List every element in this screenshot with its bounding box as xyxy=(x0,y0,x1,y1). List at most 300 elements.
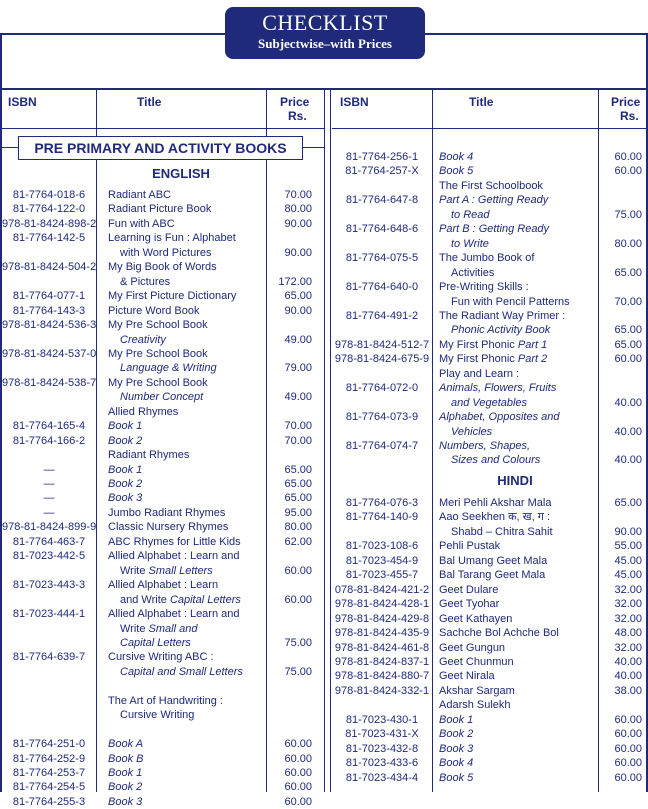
book-row xyxy=(2,304,322,318)
book-row xyxy=(334,193,644,207)
book-title: Part B : Getting Ready xyxy=(439,223,550,236)
book-row xyxy=(334,684,644,698)
book-price: 79.00 xyxy=(284,362,312,375)
book-row xyxy=(334,208,644,222)
book-row xyxy=(2,506,322,520)
book-row xyxy=(2,549,322,563)
book-title: Book 5 xyxy=(439,165,474,178)
book-row xyxy=(334,150,644,164)
book-price: 40.00 xyxy=(614,655,642,668)
right-column-header xyxy=(332,88,648,129)
book-isbn: 81-7023-433-6 xyxy=(345,757,419,770)
book-price: 60.00 xyxy=(614,771,642,784)
book-title: and Write Capital Letters xyxy=(120,593,241,606)
book-title: Cursive Writing ABC : xyxy=(108,651,214,664)
book-title: Animals, Flowers, Fruits xyxy=(439,382,557,395)
isbn-header: ISBN xyxy=(8,95,37,109)
book-row xyxy=(334,525,644,539)
book-title: My Big Book of Words xyxy=(108,261,217,274)
book-isbn: 81-7764-076-3 xyxy=(345,497,419,509)
book-isbn: 978-81-8424-899-9 xyxy=(2,521,97,534)
book-row xyxy=(334,309,644,323)
book-isbn: 978-81-8424-538-7 xyxy=(2,376,97,389)
book-row xyxy=(334,655,644,669)
book-title: Play and Learn : xyxy=(439,367,520,380)
book-row xyxy=(334,280,644,294)
book-row xyxy=(2,679,322,693)
book-price: 60.00 xyxy=(614,353,642,366)
book-title: Pehli Pustak xyxy=(439,540,501,553)
book-title: Book 1 xyxy=(108,463,143,476)
book-title: Geet Dulare xyxy=(439,583,499,596)
book-price: 65.00 xyxy=(614,266,642,279)
book-title: The Art of Handwriting : xyxy=(108,694,223,707)
book-price: 65.00 xyxy=(284,290,312,303)
book-title: Book 1 xyxy=(108,420,143,433)
book-title: Cursive Writing xyxy=(120,709,195,722)
book-isbn: 978-81-8424-675-9 xyxy=(334,353,430,366)
book-row xyxy=(334,727,644,741)
book-isbn: — xyxy=(43,506,55,519)
book-title: Picture Word Book xyxy=(108,304,200,317)
book-isbn: 81-7764-255-3 xyxy=(12,795,86,808)
book-price: 60.00 xyxy=(614,742,642,755)
checklist-header xyxy=(225,7,425,59)
book-title: Fun with Pencil Patterns xyxy=(451,295,570,308)
book-title: Geet Gungun xyxy=(439,641,506,654)
book-title: Radiant Rhymes xyxy=(108,449,190,462)
book-title: Geet Tyohar xyxy=(439,598,500,611)
book-row xyxy=(334,338,644,352)
book-row xyxy=(2,694,322,708)
book-row xyxy=(2,390,322,404)
hindi-heading: HINDI xyxy=(497,473,533,488)
book-price: 60.00 xyxy=(284,738,312,751)
book-row xyxy=(334,251,644,265)
book-price: 40.00 xyxy=(614,425,642,438)
book-row xyxy=(334,756,644,770)
book-row xyxy=(334,641,644,655)
book-title: My Pre School Book xyxy=(108,319,208,332)
book-price: 45.00 xyxy=(614,554,642,567)
book-row xyxy=(2,202,322,216)
book-row xyxy=(2,795,322,809)
book-isbn: 81-7764-143-3 xyxy=(12,304,86,317)
book-row xyxy=(2,564,322,578)
book-title: Meri Pehli Akshar Mala xyxy=(439,497,552,509)
title-header-right: Title xyxy=(469,95,494,109)
book-price: 60.00 xyxy=(284,795,312,808)
book-row xyxy=(334,612,644,626)
book-price: 32.00 xyxy=(614,612,642,625)
book-row xyxy=(2,434,322,448)
book-price: 32.00 xyxy=(614,583,642,596)
book-row xyxy=(2,188,322,202)
book-row xyxy=(2,275,322,289)
book-isbn: 81-7023-454-9 xyxy=(345,554,419,567)
book-price: 40.00 xyxy=(614,454,642,467)
book-row xyxy=(334,367,644,381)
book-price: 75.00 xyxy=(614,208,642,221)
book-title: Number Concept xyxy=(120,391,204,404)
book-title: Phonic Activity Book xyxy=(451,324,551,337)
book-price: 60.00 xyxy=(614,757,642,770)
center-divider-a xyxy=(324,88,325,792)
book-price: 60.00 xyxy=(614,713,642,726)
book-price: 60.00 xyxy=(284,781,312,794)
book-isbn: 81-7023-444-1 xyxy=(12,608,86,621)
book-price: 32.00 xyxy=(614,641,642,654)
book-isbn: — xyxy=(43,478,55,490)
book-row xyxy=(334,266,644,280)
book-isbn: 978-81-8424-880-7 xyxy=(334,670,430,683)
book-row xyxy=(334,352,644,366)
book-title: Capital Letters xyxy=(120,636,191,649)
book-row xyxy=(334,568,644,582)
book-row xyxy=(334,597,644,611)
book-title: Radiant Picture Book xyxy=(108,203,212,216)
book-row xyxy=(2,318,322,332)
book-title: My First Picture Dictionary xyxy=(108,290,237,303)
book-price: 60.00 xyxy=(614,728,642,741)
book-row xyxy=(2,491,322,505)
book-isbn: 81-7764-253-7 xyxy=(12,767,86,779)
book-isbn: 978-81-8424-512-7 xyxy=(334,338,430,351)
book-isbn: 81-7764-074-7 xyxy=(345,440,419,452)
book-isbn: 81-7764-257-X xyxy=(345,165,419,178)
section-title-box: PRE PRIMARY AND ACTIVITY BOOKS xyxy=(18,136,303,160)
book-price: 40.00 xyxy=(614,670,642,683)
book-row xyxy=(2,419,322,433)
book-row xyxy=(2,780,322,794)
book-price: 90.00 xyxy=(284,304,312,317)
book-isbn: 978-81-8424-536-3 xyxy=(2,319,97,332)
book-row xyxy=(334,713,644,727)
book-row xyxy=(2,333,322,347)
book-isbn: 078-81-8424-421-2 xyxy=(334,583,430,596)
book-isbn: 81-7764-077-1 xyxy=(12,290,86,303)
book-title: Activities xyxy=(451,266,495,279)
book-title: Aao Seekhen क, ख, ग : xyxy=(439,511,551,524)
title-header: Title xyxy=(137,95,162,109)
book-isbn: 978-81-8424-332-1 xyxy=(334,684,430,697)
book-row xyxy=(334,539,644,553)
book-price: 65.00 xyxy=(284,463,312,476)
book-title: Bal Umang Geet Mala xyxy=(439,554,548,567)
book-title: Akshar Sargam xyxy=(439,684,515,697)
book-price: 60.00 xyxy=(284,593,312,606)
book-row xyxy=(2,665,322,679)
book-row xyxy=(334,237,644,251)
book-price: 40.00 xyxy=(614,396,642,409)
book-isbn: 978-81-8424-428-1 xyxy=(334,598,430,611)
book-title: The First Schoolbook xyxy=(439,179,543,192)
checklist-subtitle: Subjectwise–with Prices xyxy=(258,36,392,51)
book-title: Book B xyxy=(108,752,144,765)
book-title: Bal Tarang Geet Mala xyxy=(439,569,546,582)
book-title: Book 2 xyxy=(108,781,143,794)
book-isbn: 978-81-8424-537-0 xyxy=(2,347,97,360)
book-row xyxy=(334,583,644,597)
book-row xyxy=(2,217,322,231)
center-divider-b xyxy=(330,88,331,792)
book-price: 49.00 xyxy=(284,333,312,346)
book-isbn: 978-81-8424-461-8 xyxy=(334,641,430,654)
book-title: Write Small Letters xyxy=(120,564,213,577)
book-title: Book 5 xyxy=(439,771,474,784)
book-row xyxy=(2,723,322,737)
book-row xyxy=(2,376,322,390)
book-isbn: 81-7023-108-6 xyxy=(345,540,419,553)
book-isbn: 81-7764-491-2 xyxy=(345,309,419,322)
book-title: ABC Rhymes for Little Kids xyxy=(108,535,241,548)
book-price: 62.00 xyxy=(284,535,312,548)
book-isbn: 81-7764-463-7 xyxy=(12,535,86,548)
book-price: 65.00 xyxy=(614,324,642,337)
book-isbn: 81-7764-018-6 xyxy=(12,189,86,201)
book-price: 80.00 xyxy=(284,203,312,216)
book-row xyxy=(2,535,322,549)
book-row xyxy=(2,520,322,534)
book-title: Sachche Bol Achche Bol xyxy=(439,627,559,640)
book-row xyxy=(334,410,644,424)
book-isbn: 81-7023-430-1 xyxy=(345,713,419,726)
book-title: Alphabet, Opposites and xyxy=(439,411,560,424)
book-price: 70.00 xyxy=(284,420,312,433)
book-title: Learning is Fun : Alphabet xyxy=(108,232,236,245)
book-row xyxy=(334,626,644,640)
book-title: to Read xyxy=(451,208,490,221)
book-row xyxy=(2,477,322,491)
book-row xyxy=(2,578,322,592)
book-title: with Word Pictures xyxy=(120,246,212,259)
book-isbn: 81-7764-166-2 xyxy=(12,434,86,447)
book-price: 65.00 xyxy=(284,492,312,505)
book-title: Allied Alphabet : Learn and xyxy=(108,608,240,621)
book-row xyxy=(2,405,322,419)
book-price: 80.00 xyxy=(614,237,642,250)
book-title: Allied Alphabet : Learn xyxy=(108,579,219,592)
book-price: 49.00 xyxy=(284,391,312,404)
book-price: 65.00 xyxy=(284,478,312,490)
book-isbn: 81-7764-165-4 xyxy=(12,420,86,433)
book-title: to Write xyxy=(451,237,489,250)
book-title: Sizes and Colours xyxy=(451,454,541,467)
book-isbn: 978-81-8424-435-9 xyxy=(334,627,430,640)
book-row xyxy=(334,554,644,568)
book-title: Classic Nursery Rhymes xyxy=(108,521,229,534)
book-price: 65.00 xyxy=(614,338,642,351)
book-row xyxy=(2,622,322,636)
book-title: My First Phonic Part 2 xyxy=(439,353,548,366)
book-price: 172.00 xyxy=(278,275,312,288)
book-row xyxy=(2,752,322,766)
book-price: 38.00 xyxy=(614,684,642,697)
book-row xyxy=(334,222,644,236)
book-isbn: 81-7023-434-4 xyxy=(345,771,419,784)
book-title: Geet Chunmun xyxy=(439,655,514,668)
book-title: My Pre School Book xyxy=(108,376,208,389)
book-isbn: 81-7764-254-5 xyxy=(12,781,86,794)
book-price: 75.00 xyxy=(284,636,312,649)
book-row xyxy=(2,766,322,780)
book-price: 80.00 xyxy=(284,521,312,534)
book-isbn: 81-7764-142-5 xyxy=(12,232,86,245)
book-price: 60.00 xyxy=(284,767,312,779)
book-row xyxy=(334,164,644,178)
book-isbn: 81-7764-648-6 xyxy=(345,223,419,236)
book-price: 70.00 xyxy=(284,434,312,447)
book-title: Creativity xyxy=(120,333,166,346)
book-isbn: 81-7764-639-7 xyxy=(12,651,86,664)
book-row xyxy=(334,510,644,524)
book-title: Language & Writing xyxy=(120,362,217,375)
book-isbn: 81-7023-442-5 xyxy=(12,550,86,563)
book-title: The Radiant Way Primer : xyxy=(439,309,566,322)
book-isbn: 81-7764-075-5 xyxy=(345,252,419,265)
book-isbn: 81-7764-073-9 xyxy=(345,411,419,424)
book-title: Book A xyxy=(108,738,144,751)
book-price: 48.00 xyxy=(614,627,642,640)
book-row xyxy=(2,260,322,274)
book-row xyxy=(2,448,322,462)
book-title: Shabd – Chitra Sahit xyxy=(451,525,553,538)
book-title: Book 2 xyxy=(439,728,474,741)
book-row xyxy=(2,607,322,621)
book-price: 32.00 xyxy=(614,598,642,611)
book-isbn: — xyxy=(43,463,55,476)
book-isbn: 81-7764-252-9 xyxy=(12,752,86,765)
book-title: Adarsh Sulekh xyxy=(439,699,511,712)
book-row xyxy=(334,179,644,193)
book-price: 65.00 xyxy=(614,497,642,509)
price-unit-header: Rs. xyxy=(288,109,307,123)
book-title: Geet Kathayen xyxy=(439,612,513,625)
book-row xyxy=(334,439,644,453)
book-row xyxy=(334,295,644,309)
book-isbn: 978-81-8424-504-2 xyxy=(2,261,97,274)
book-isbn: 81-7764-140-9 xyxy=(345,511,419,524)
book-isbn: 978-81-8424-837-1 xyxy=(334,655,430,668)
book-title: Book 4 xyxy=(439,151,474,163)
book-row xyxy=(2,737,322,751)
left-column-header xyxy=(0,88,324,129)
book-row xyxy=(334,742,644,756)
book-title: Book 1 xyxy=(108,767,143,779)
book-row xyxy=(2,361,322,375)
book-title: Part A : Getting Ready xyxy=(439,194,549,207)
book-title: Pre-Writing Skills : xyxy=(439,281,529,294)
book-title: My Pre School Book xyxy=(108,347,208,360)
book-price: 95.00 xyxy=(284,506,312,519)
book-title: Geet Nirala xyxy=(439,670,495,683)
book-price: 55.00 xyxy=(614,540,642,553)
book-row xyxy=(2,650,322,664)
book-title: Jumbo Radiant Rhymes xyxy=(108,506,226,519)
book-isbn: 81-7764-647-8 xyxy=(345,194,419,207)
book-row xyxy=(2,246,322,260)
book-title: Allied Alphabet : Learn and xyxy=(108,550,240,563)
book-row xyxy=(334,323,644,337)
book-title: Book 3 xyxy=(439,742,474,755)
book-isbn: — xyxy=(43,492,55,505)
book-title: Book 3 xyxy=(108,795,143,808)
book-price: 90.00 xyxy=(614,525,642,538)
book-title: Fun with ABC xyxy=(108,217,175,230)
book-title: & Pictures xyxy=(120,275,171,288)
book-price: 45.00 xyxy=(614,569,642,582)
book-title: Numbers, Shapes, xyxy=(439,440,531,452)
book-title: My First Phonic Part 1 xyxy=(439,338,548,351)
english-heading: ENGLISH xyxy=(152,166,210,181)
book-price: 60.00 xyxy=(614,151,642,163)
book-row xyxy=(2,636,322,650)
book-title: The Jumbo Book of xyxy=(439,252,535,265)
book-title: Radiant ABC xyxy=(108,189,171,201)
book-price: 70.00 xyxy=(614,295,642,308)
book-price: 75.00 xyxy=(284,665,312,678)
isbn-header-right: ISBN xyxy=(340,95,369,109)
book-row xyxy=(2,708,322,722)
book-title: Write Small and xyxy=(120,622,198,635)
book-row xyxy=(2,593,322,607)
book-row xyxy=(2,289,322,303)
book-price: 90.00 xyxy=(284,246,312,259)
book-row xyxy=(334,381,644,395)
book-isbn: 81-7764-640-0 xyxy=(345,281,419,294)
checklist-title: CHECKLIST xyxy=(262,10,388,35)
book-title: and Vegetables xyxy=(451,396,528,409)
price-header: Price xyxy=(280,95,310,109)
book-title: Book 1 xyxy=(439,713,474,726)
book-price: 60.00 xyxy=(284,752,312,765)
book-row xyxy=(334,496,644,510)
book-title: Book 2 xyxy=(108,478,143,490)
book-isbn: 81-7023-455-7 xyxy=(345,569,419,582)
book-title: Book 3 xyxy=(108,492,143,505)
book-row xyxy=(2,463,322,477)
book-title: Book 4 xyxy=(439,757,474,770)
book-row xyxy=(334,453,644,467)
book-row xyxy=(334,669,644,683)
book-isbn: 978-81-8424-898-2 xyxy=(2,217,97,230)
book-title: Capital and Small Letters xyxy=(120,665,243,678)
book-title: Allied Rhymes xyxy=(108,405,179,418)
book-title: Book 2 xyxy=(108,434,143,447)
book-isbn: 978-81-8424-429-8 xyxy=(334,612,430,625)
book-price: 60.00 xyxy=(284,564,312,577)
price-header-right: Price xyxy=(611,95,641,109)
book-row xyxy=(334,771,644,785)
book-isbn: 81-7764-072-0 xyxy=(345,382,419,395)
book-isbn: 81-7023-431-X xyxy=(345,728,419,741)
book-row xyxy=(2,231,322,245)
book-isbn: 81-7023-443-3 xyxy=(12,579,86,592)
book-isbn: 81-7764-256-1 xyxy=(345,151,419,163)
book-price: 60.00 xyxy=(614,165,642,178)
book-title: Vehicles xyxy=(451,425,493,438)
book-price: 90.00 xyxy=(284,217,312,230)
book-isbn: 81-7023-432-8 xyxy=(345,742,419,755)
book-row xyxy=(334,396,644,410)
book-isbn: 81-7764-122-0 xyxy=(12,203,86,216)
book-row xyxy=(334,698,644,712)
price-unit-header-right: Rs. xyxy=(620,109,639,123)
book-isbn: 81-7764-251-0 xyxy=(12,738,86,751)
book-row xyxy=(334,425,644,439)
book-row xyxy=(2,347,322,361)
book-price: 70.00 xyxy=(284,189,312,201)
